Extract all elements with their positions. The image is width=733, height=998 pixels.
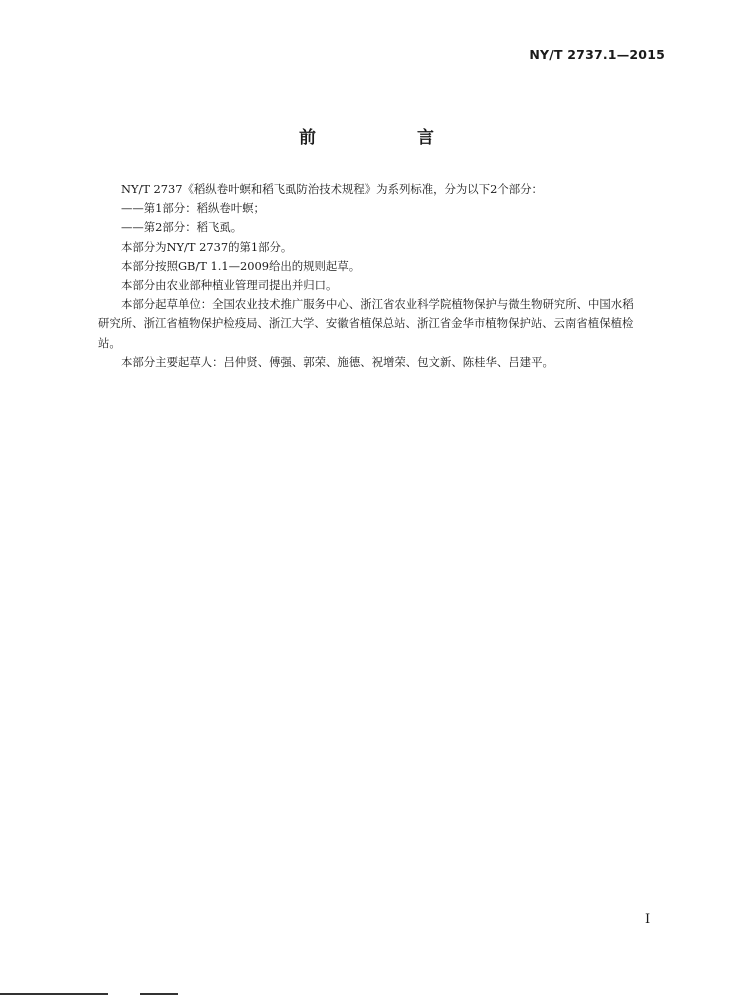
paragraph-drafting-rules: 本部分按照GB/T 1.1—2009给出的规则起草。	[121, 258, 361, 273]
paragraph-part-1: ——第1部分：稻纵卷叶螟；	[121, 201, 265, 216]
standard-code: NY/T 2737.1—2015	[529, 47, 665, 62]
paragraph-this-part: 本部分为NY/T 2737的第1部分。	[121, 239, 293, 254]
footer-rule-left	[0, 993, 108, 995]
page-number: I	[645, 912, 651, 927]
paragraph-series-intro: NY/T 2737《稻纵卷叶螟和稻飞虱防治技术规程》为系列标准，分为以下2个部分：	[121, 182, 543, 196]
paragraph-drafting-units: 本部分起草单位：全国农业技术推广服务中心、浙江省农业科学院植物保护与微生物研究所、中国水稻研究所、浙江省植物保护检疫局、浙江大学、安徽省植保总站、浙江省金华市植物保护站、云南省植保植检站。	[98, 297, 634, 350]
foreword-body	[98, 180, 638, 372]
paragraph-part-2: ——第2部分：稻飞虱。	[121, 220, 243, 235]
paragraph-proposer: 本部分由农业部种植业管理司提出并归口。	[121, 278, 338, 293]
paragraph-drafters: 本部分主要起草人：吕仲贤、傅强、郭荣、施德、祝增荣、包文新、陈桂华、吕建平。	[121, 354, 554, 369]
page-title: 前 言	[299, 128, 476, 148]
footer-rule-right	[140, 993, 178, 995]
